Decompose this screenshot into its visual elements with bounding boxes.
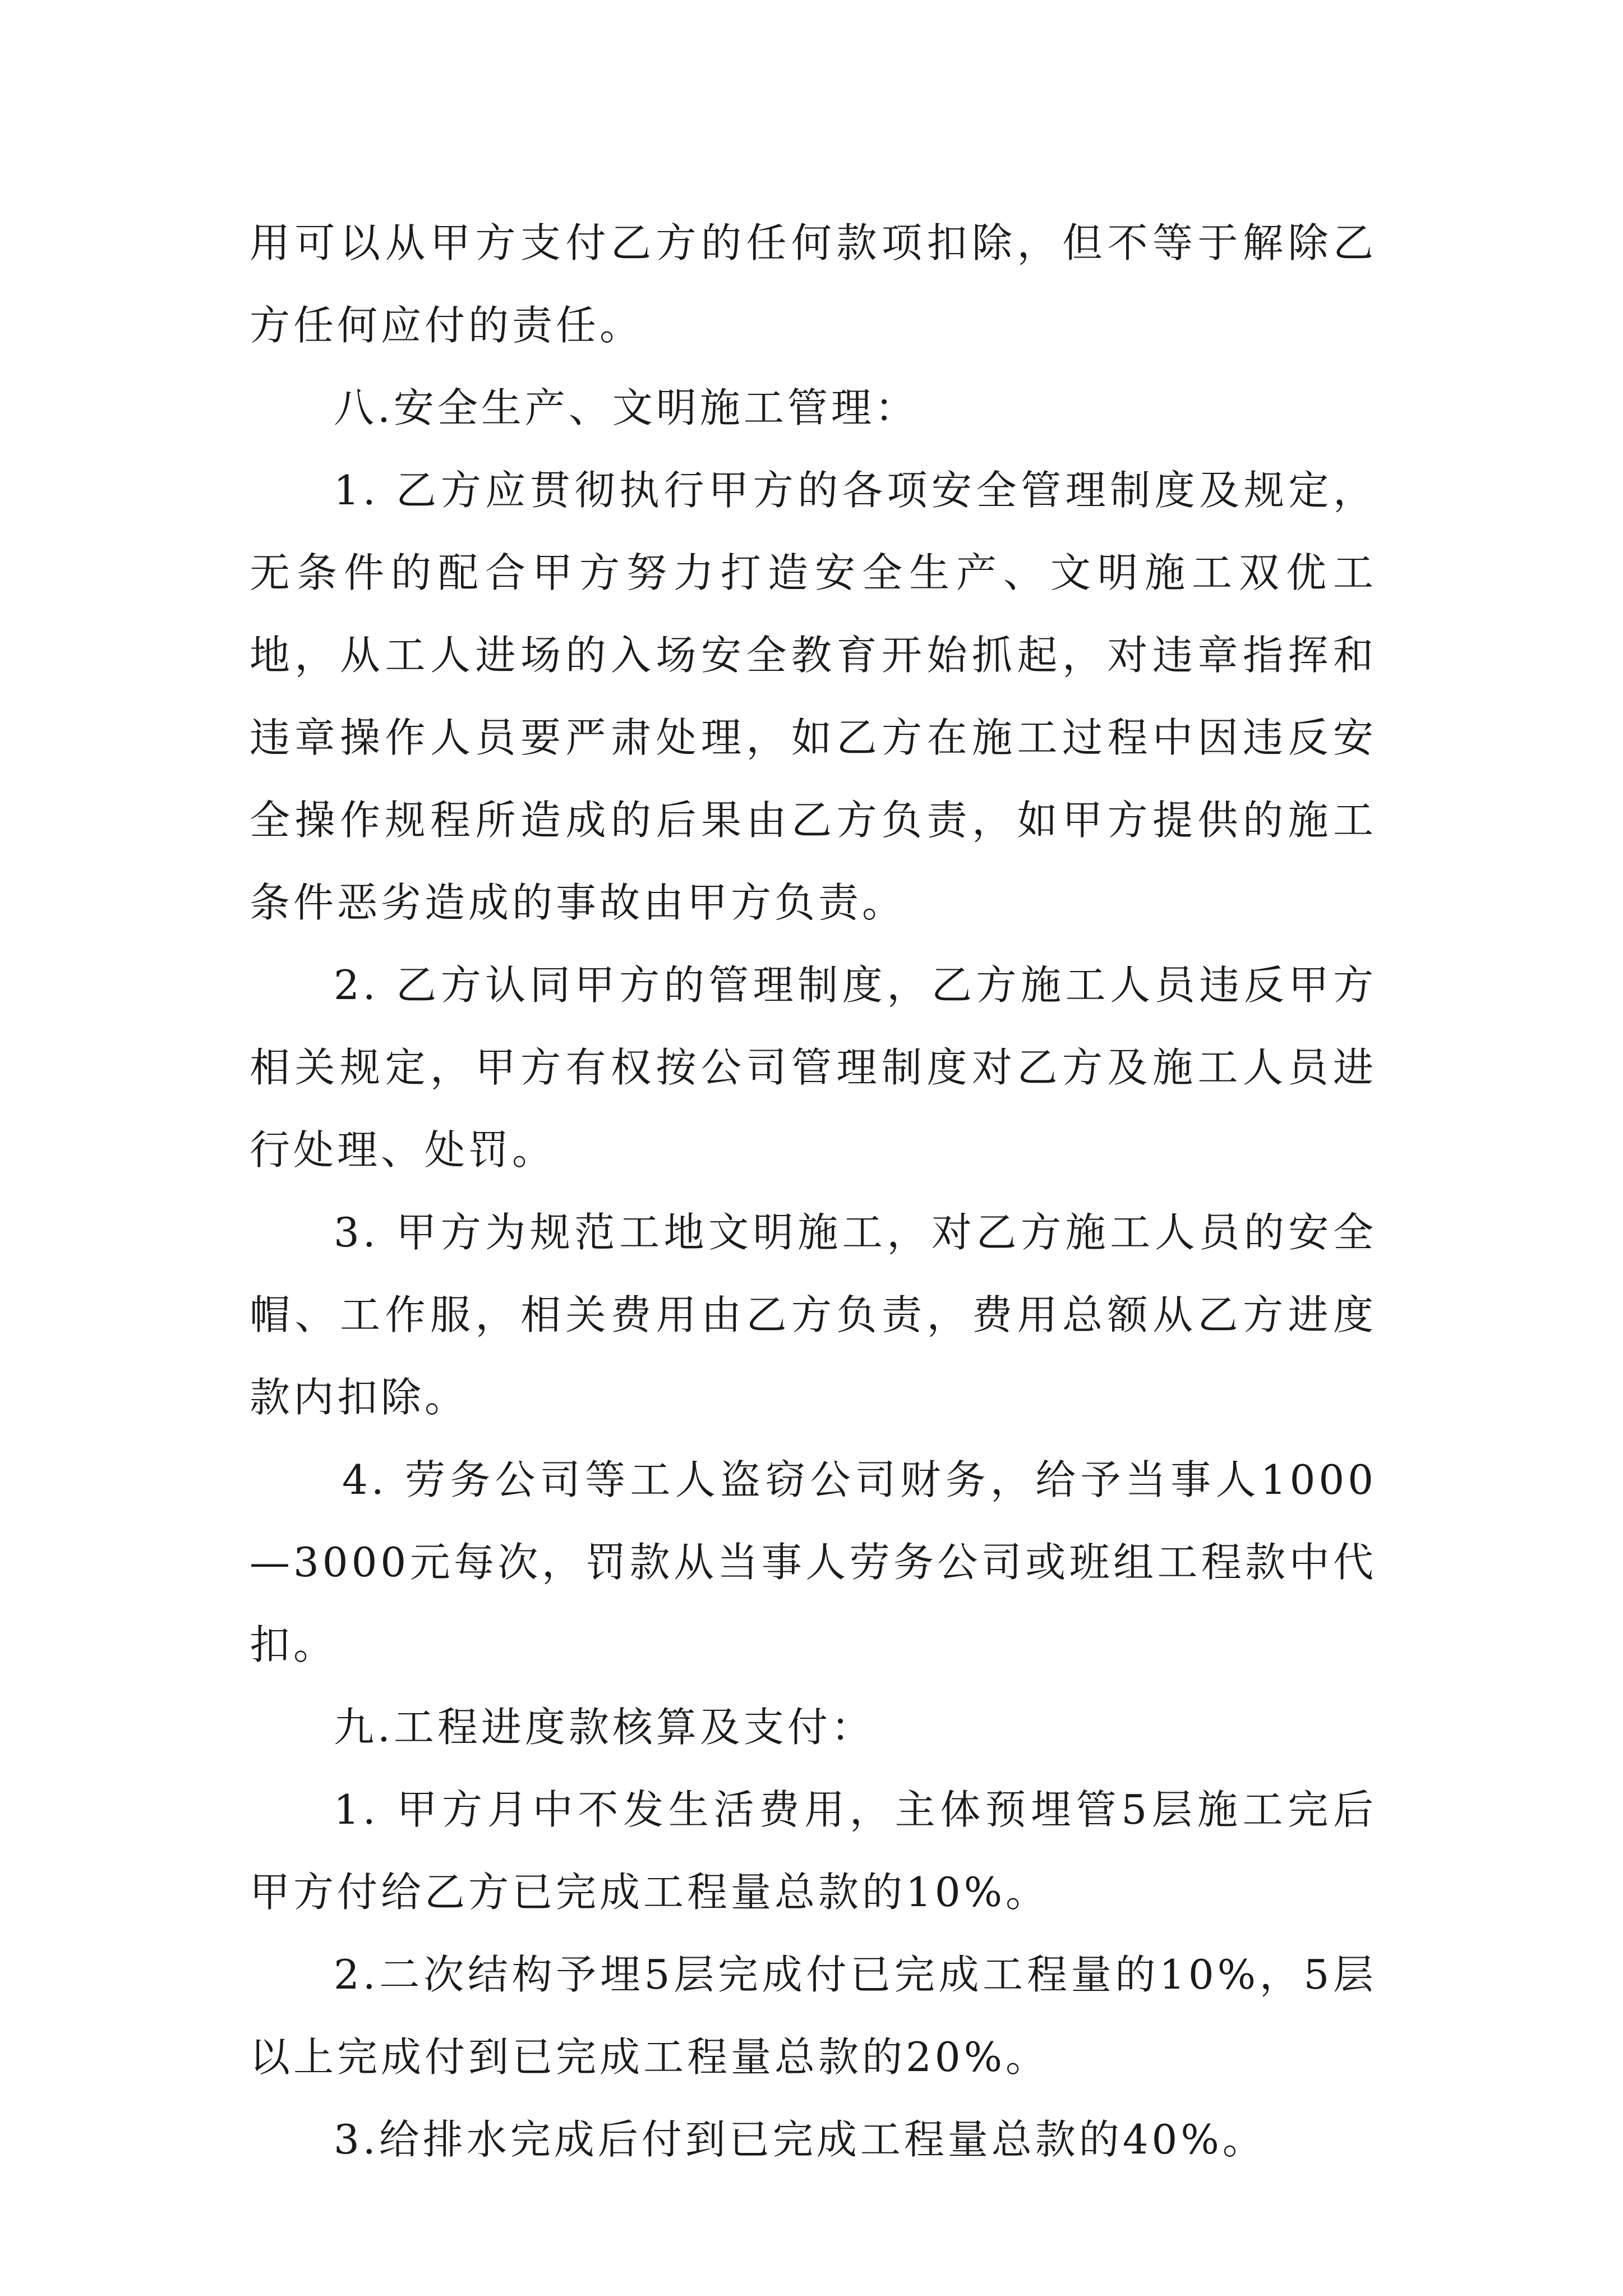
clause-safety-1: 1. 乙方应贯彻执行甲方的各项安全管理制度及规定，无条件的配合甲方努力打造安全生产、文明施工双优工地，从工人进场的入场安全教育开始抓起，对违章指挥和违章操作人员要严肃处理，如乙方在施工过程中因违反安全操作规程所造成的后果由乙方负责，如甲方提供的施工条件恶劣造成的事故由甲方负责。 (250, 467, 1377, 926)
section-heading-safety: 八.安全生产、文明施工管理： (334, 384, 919, 431)
section-heading-payment: 九.工程进度款核算及支付： (334, 1704, 875, 1751)
clause-payment-1: 1. 甲方月中不发生活费用，主体预埋管5层施工完后甲方付给乙方已完成工程量总款的10%。 (250, 1786, 1377, 1916)
clause-safety-4: 4. 劳务公司等工人盗窃公司财务，给予当事人1000—3000元每次，罚款从当事人劳务公司或班组工程款中代扣。 (250, 1456, 1377, 1668)
clause-payment-2: 2.二次结构予埋5层完成付已完成工程量的10%，5层以上完成付到已完成工程量总款的20%。 (250, 1951, 1377, 2081)
clause-payment-3: 3.给排水完成后付到已完成工程量总款的40%。 (334, 2116, 1266, 2163)
clause-safety-2: 2. 乙方认同甲方的管理制度，乙方施工人员违反甲方相关规定，甲方有权按公司管理制度对乙方及施工人员进行处理、处罚。 (250, 961, 1377, 1174)
document-body (250, 202, 1377, 2181)
clause-safety-3: 3. 甲方为规范工地文明施工，对乙方施工人员的安全帽、工作服，相关费用由乙方负责，费用总额从乙方进度款内扣除。 (250, 1209, 1377, 1421)
paragraph-continuation: 用可以从甲方支付乙方的任何款项扣除，但不等于解除乙方任何应付的责任。 (250, 219, 1377, 349)
